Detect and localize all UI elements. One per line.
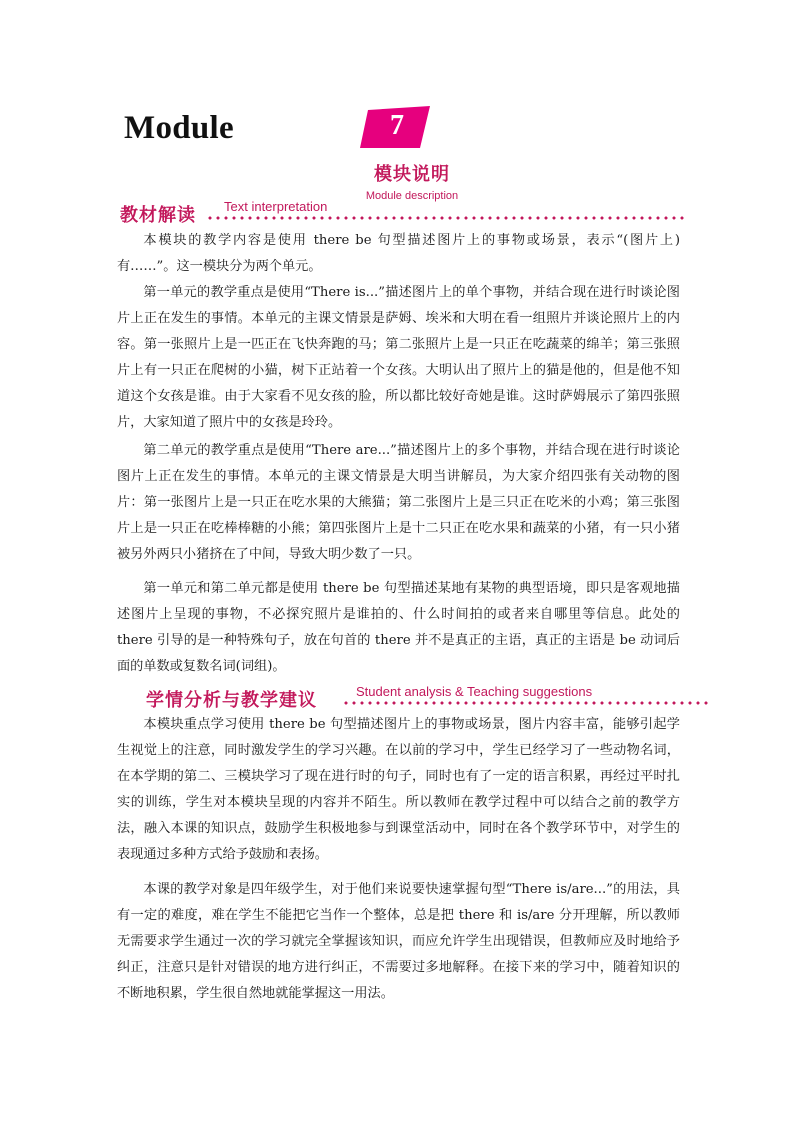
section-title-en: Text interpretation: [224, 199, 328, 214]
module-number: 7: [390, 110, 404, 141]
title-en: Module description: [365, 190, 459, 202]
paragraph: 第一单元和第二单元都是使用 there be 句型描述某地有某物的典型语境，即只是客观地描述图片上呈现的事物，不必探究照片是谁拍的、什么时间拍的或者来自哪里等信息。此处的 there 引导的是一种特殊句子，放在句首的 there 并不是真正的主语，真正的主语是 be 动词后面的单数或复数名词(词组)。: [117, 581, 680, 674]
module-heading: [124, 106, 404, 150]
paragraph: 本课的教学对象是四年级学生，对于他们来说要快速掌握句型“There is/are...”的用法，具有一定的难度，难在学生不能把它当作一个整体，总是把 there 和 is/are 分开理解，所以教师无需要求学生通过一次的学习就完全掌握该知识，而应允许学生出现错误，但教师应及时地给予纠正，注意只是针对错误的地方进行纠正，不需要过多地解释。在接下来的学习中，随着知识的不断地积累，学生很自然地就能掌握这一用法。: [117, 882, 680, 1001]
module-description-title: [0, 160, 794, 202]
section-header-student-analysis: [146, 686, 712, 710]
section-title-cn: 教材解读: [120, 205, 196, 226]
module-word: Module: [124, 110, 234, 146]
title-cn: 模块说明: [374, 164, 450, 185]
section-title-en: Student analysis & Teaching suggestions: [356, 684, 593, 699]
dotted-divider: [342, 701, 710, 705]
paragraph: 本模块的教学内容是使用 there be 句型描述图片上的事物或场景，表示“(图片上)有……”。这一模块分为两个单元。: [117, 233, 680, 274]
dotted-divider: [206, 216, 684, 220]
paragraph: 第二单元的教学重点是使用“There are...”描述图片上的多个事物，并结合现在进行时谈论图片上正在发生的事情。本单元的主课文情景是大明当讲解员，为大家介绍四张有关动物的图片：第一张图片上是一只正在吃水果的大熊猫；第二张图片上是三只正在吃米的小鸡；第三张图片上是一只正在吃棒棒糖的小熊；第四张图片上是十二只正在吃水果和蔬菜的小猪，有一只小猪被另外两只小猪挤在了中间，导致大明少数了一只。: [117, 443, 680, 562]
section-header-text-interpretation: [120, 201, 685, 225]
paragraph: 第一单元的教学重点是使用“There is...”描述图片上的单个事物，并结合现在进行时谈论图片上正在发生的事情。本单元的主课文情景是萨姆、埃米和大明在看一组照片并谈论照片上的内容。第一张照片上是一匹正在飞快奔跑的马；第二张照片上是一只正在吃蔬菜的绵羊；第三张照片上有一只正在爬树的小猫，树下正站着一个女孩。大明认出了照片上的猫是他的，但是他不知道这个女孩是谁。由于大家看不见女孩的脸，所以都比较好奇她是谁。这时萨姆展示了第四张照片，大家知道了照片中的女孩是玲玲。: [117, 285, 680, 430]
module-number-badge: [360, 106, 432, 150]
paragraph: 本模块重点学习使用 there be 句型描述图片上的事物或场景，图片内容丰富，能够引起学生视觉上的注意，同时激发学生的学习兴趣。在以前的学习中，学生已经学习了一些动物名词，在本学期的第二、三模块学习了现在进行时的句子，同时也有了一定的语言积累，再经过平时扎实的训练，学生对本模块呈现的内容并不陌生。所以教师在教学过程中可以结合之前的教学方法，融入本课的知识点，鼓励学生积极地参与到课堂活动中，同时在各个教学环节中，对学生的表现通过多种方式给予鼓励和表扬。: [117, 717, 680, 862]
section-title-cn: 学情分析与教学建议: [146, 690, 317, 711]
